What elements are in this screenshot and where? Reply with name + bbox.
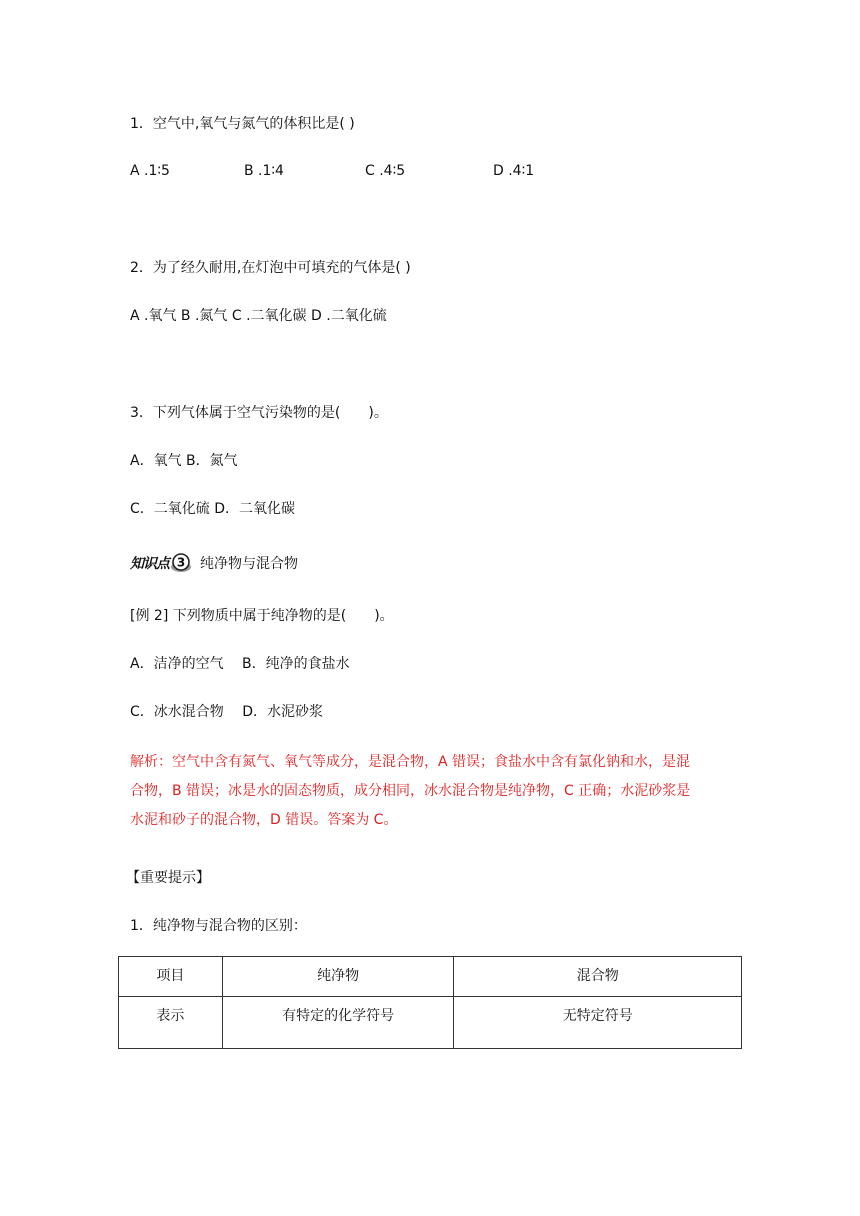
table-cell: 有特定的化学符号 bbox=[222, 997, 454, 1049]
question-3-options-line1: A．氧气 B．氮气 bbox=[130, 453, 238, 469]
table-cell: 无特定符号 bbox=[454, 997, 742, 1049]
explanation-line: 解析：空气中含有氮气、氧气等成分，是混合物，A 错误；食盐水中含有氯化钠和水，是混 bbox=[130, 754, 691, 770]
tips-heading: 【重要提示】 bbox=[126, 870, 210, 886]
knowledge-point-badge-text: 知识点 bbox=[130, 556, 169, 572]
table-row bbox=[119, 997, 742, 1049]
badge-number: 3 bbox=[176, 555, 186, 570]
option-d: D .4∶1 bbox=[493, 163, 535, 179]
comparison-table bbox=[118, 956, 742, 1049]
table-cell: 表示 bbox=[119, 997, 223, 1049]
number-3-badge-icon bbox=[170, 552, 192, 574]
tips-item-1: 1．纯净物与混合物的区别： bbox=[130, 918, 307, 934]
explanation-line: 合物，B 错误；冰是水的固态物质，成分相同，冰水混合物是纯净物，C 正确；水泥砂浆是 bbox=[130, 783, 691, 799]
knowledge-point-heading bbox=[130, 551, 298, 575]
table-header-cell: 纯净物 bbox=[222, 957, 454, 997]
question-3-stem: 3．下列气体属于空气污染物的是( )。 bbox=[130, 405, 388, 421]
question-3-options-line2: C．二氧化硫 D．二氧化碳 bbox=[130, 501, 296, 517]
knowledge-point-title: 纯净物与混合物 bbox=[200, 556, 298, 572]
table-header-row bbox=[119, 957, 742, 997]
table-header-cell: 项目 bbox=[119, 957, 223, 997]
question-1-stem: 1．空气中,氧气与氮气的体积比是( ) bbox=[130, 116, 355, 132]
option-b: B .1∶4 bbox=[244, 163, 284, 179]
option-a: A .1∶5 bbox=[130, 163, 170, 179]
example-2-options-line2: C．冰水混合物 D．水泥砂浆 bbox=[130, 704, 324, 720]
example-2-stem: [例 2] 下列物质中属于纯净物的是( )。 bbox=[130, 608, 394, 624]
question-1-options bbox=[130, 161, 730, 181]
question-2-stem: 2．为了经久耐用,在灯泡中可填充的气体是( ) bbox=[130, 260, 411, 276]
explanation-line: 水泥和砂子的混合物，D 错误。答案为 C。 bbox=[130, 812, 398, 828]
explanation-block bbox=[130, 748, 742, 835]
option-c: C .4∶5 bbox=[365, 163, 406, 179]
table-header-cell: 混合物 bbox=[454, 957, 742, 997]
example-2-options-line1: A．洁净的空气 B．纯净的食盐水 bbox=[130, 656, 350, 672]
question-2-options: A .氧气 B .氮气 C .二氧化碳 D .二氧化硫 bbox=[130, 308, 387, 324]
